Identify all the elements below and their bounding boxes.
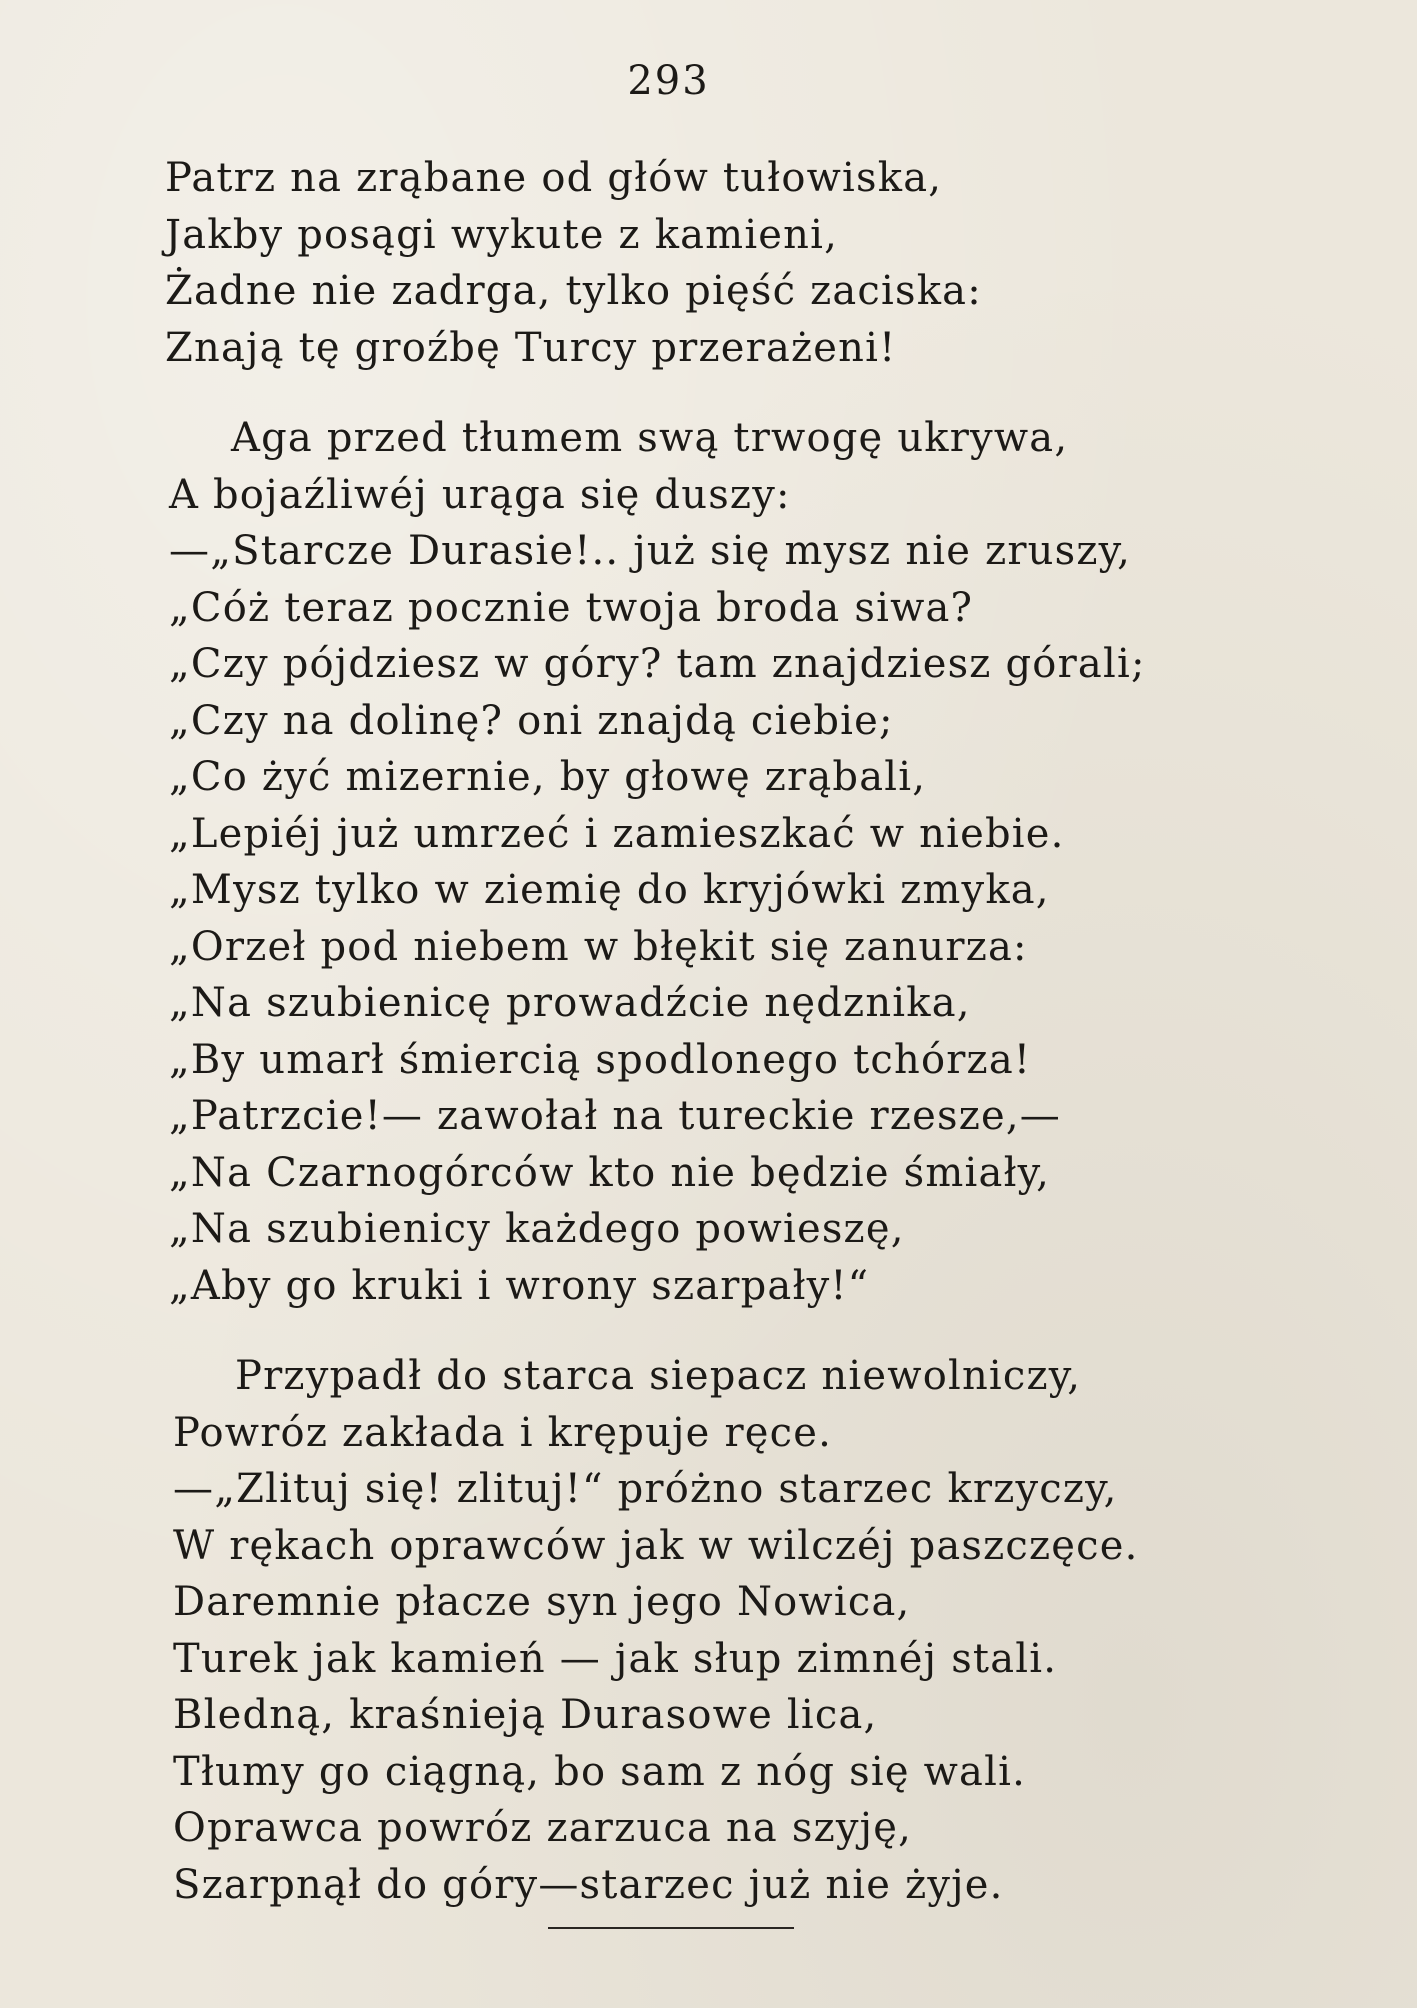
verse-line: Znają tę groźbę Turcy przerażeni! xyxy=(165,324,897,371)
verse-line-text: Przypadł do starca siepacz niewolniczy, xyxy=(235,1353,1082,1399)
verse-line: Bledną, kraśnieją Durasowe lica, xyxy=(173,1692,878,1738)
verse-line: Szarpnął do góry—starzec już nie żyje. xyxy=(173,1861,1004,1908)
verse-line: „Mysz tylko w ziemię do kryjówki zmyka, xyxy=(169,867,1050,913)
stanza-1 xyxy=(165,150,1345,376)
poem-text xyxy=(165,150,1345,1913)
stanza-3 xyxy=(165,1348,1345,1913)
verse-line xyxy=(165,410,1345,467)
verse-line-text: Aga przed tłumem swą trwogę ukrywa, xyxy=(231,415,1069,461)
verse-line: W rękach oprawców jak w wilczéj paszczęce. xyxy=(173,1522,1139,1569)
verse-line: Patrz na zrąbane od głów tułowiska, xyxy=(165,155,943,201)
stanza-2 xyxy=(165,410,1345,1314)
verse-line: „By umarł śmiercią spodlonego tchórza! xyxy=(169,1036,1032,1083)
verse-line: „Na Czarnogórców kto nie będzie śmiały, xyxy=(169,1149,1051,1196)
verse-line: „Aby go kruki i wrony szarpały!“ xyxy=(169,1262,870,1309)
verse-line: „Orzeł pod niebem w błękit się zanurza: xyxy=(169,923,1028,970)
verse-line: „Na szubienicy każdego powieszę, xyxy=(169,1206,905,1252)
verse-line: „Co żyć mizernie, by głowę zrąbali, xyxy=(169,754,927,800)
verse-line: Żadne nie zadrga, tylko pięść zaciska: xyxy=(165,268,982,314)
page-number: 293 xyxy=(627,58,710,104)
verse-line: „Patrzcie!— zawołał na tureckie rzesze,— xyxy=(169,1093,1061,1139)
verse-line: Jakby posągi wykute z kamieni, xyxy=(165,211,839,258)
verse-line xyxy=(165,1348,1345,1405)
verse-line: Daremnie płacze syn jego Nowica, xyxy=(173,1579,911,1625)
verse-line: Powróz zakłada i krępuje ręce. xyxy=(173,1409,833,1456)
verse-line: „Lepiéj już umrzeć i zamieszkać w niebie. xyxy=(169,810,1065,857)
verse-line: Turek jak kamień — jak słup zimnéj stali. xyxy=(173,1635,1058,1682)
verse-line: „Czy na dolinę? oni znajdą ciebie; xyxy=(169,697,894,744)
verse-line: —„Zlituj się! zlituj!“ próżno starzec krzyczy, xyxy=(173,1466,1118,1512)
verse-line: „Czy pójdziesz w góry? tam znajdziesz górali; xyxy=(169,641,1146,687)
verse-line: „Cóż teraz pocznie twoja broda siwa? xyxy=(169,584,974,631)
section-divider xyxy=(548,1927,794,1929)
verse-line: —„Starcze Durasie!.. już się mysz nie zruszy, xyxy=(169,528,1132,574)
verse-line: A bojaźliwéj urąga się duszy: xyxy=(169,471,791,518)
verse-line: Oprawca powróz zarzuca na szyję, xyxy=(173,1805,913,1851)
verse-line: „Na szubienicę prowadźcie nędznika, xyxy=(169,980,971,1026)
verse-line: Tłumy go ciągną, bo sam z nóg się wali. xyxy=(173,1748,1027,1795)
